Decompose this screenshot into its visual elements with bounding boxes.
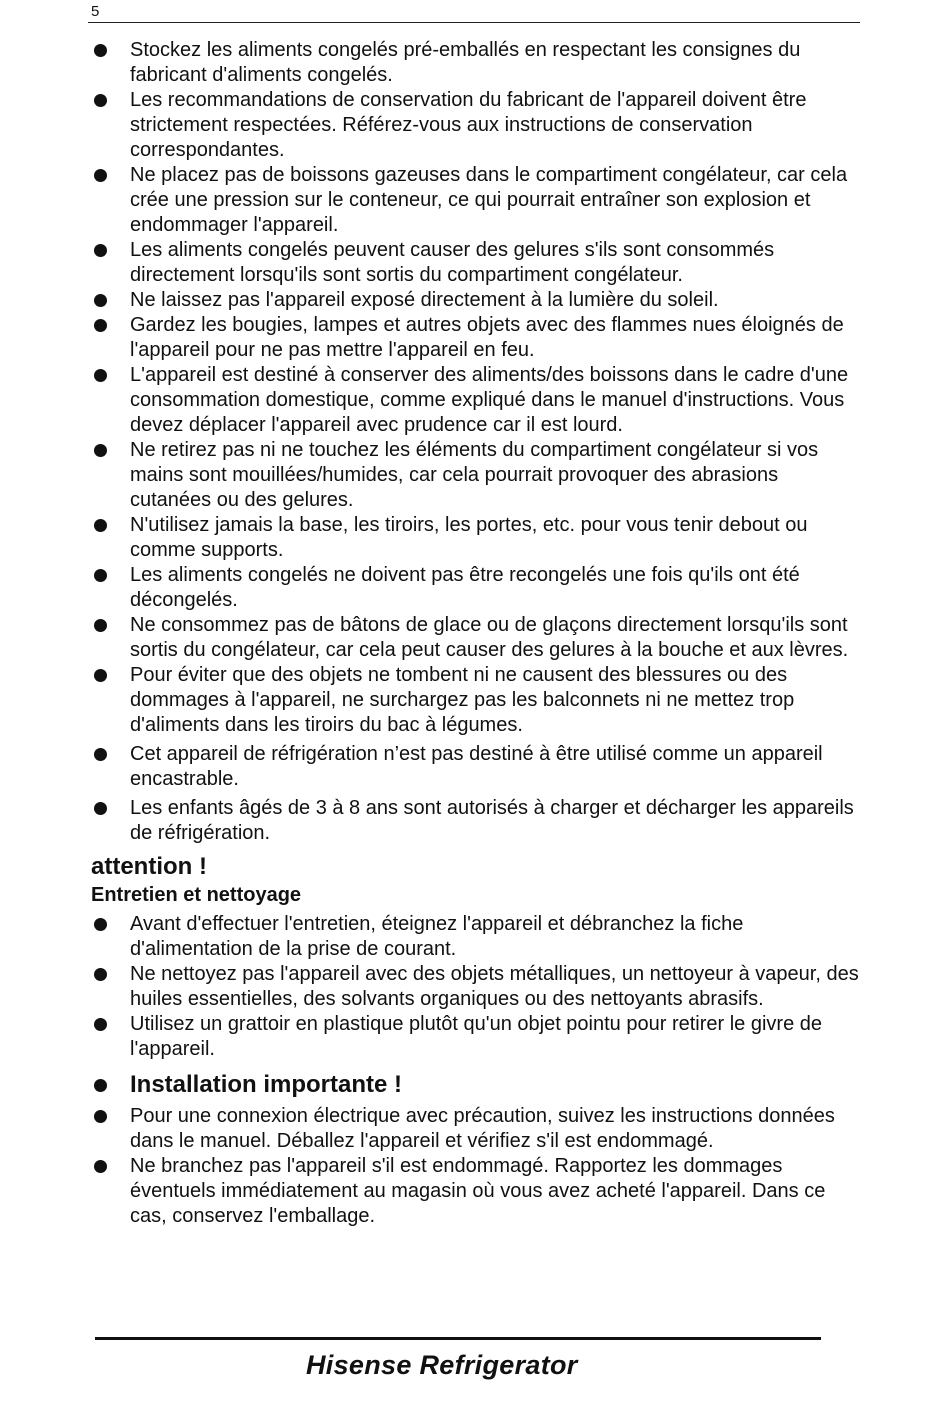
list-item bbox=[91, 912, 863, 962]
bullet-icon bbox=[94, 748, 107, 761]
bullet-icon bbox=[94, 444, 107, 457]
list-item bbox=[91, 1154, 863, 1229]
list-item bbox=[91, 563, 863, 613]
list-item-text: Stockez les aliments congelés pré-emballés en respectant les consignes du fabricant d'aliments congelés. bbox=[130, 39, 801, 86]
list-item bbox=[91, 513, 863, 563]
bullet-icon bbox=[94, 369, 107, 382]
list-item-text: Pour une connexion électrique avec précaution, suivez les instructions données dans le manuel. Déballez l'appareil et vérifiez s'il est endommagé. bbox=[130, 1105, 835, 1152]
maintenance-list bbox=[91, 912, 863, 1229]
bullet-icon bbox=[94, 1018, 107, 1031]
bullet-icon bbox=[94, 94, 107, 107]
page-number: 5 bbox=[91, 3, 100, 20]
list-item bbox=[91, 438, 863, 513]
bullet-icon bbox=[94, 569, 107, 582]
list-item-text: Les aliments congelés ne doivent pas être recongelés une fois qu'ils ont été décongelés. bbox=[130, 564, 800, 611]
list-item bbox=[91, 1104, 863, 1154]
list-item-text: Pour éviter que des objets ne tombent ni ne causent des blessures ou des dommages à l'appareil, ne surchargez pas les balconnets ni ne mettez trop d'aliments dans les tiroirs du bac à légumes. bbox=[130, 664, 795, 736]
bullet-icon bbox=[94, 519, 107, 532]
list-item-text: Utilisez un grattoir en plastique plutôt qu'un objet pointu pour retirer le givre de l'appareil. bbox=[130, 1013, 823, 1060]
list-item-text: Les enfants âgés de 3 à 8 ans sont autorisés à charger et décharger les appareils de réfrigération. bbox=[130, 797, 854, 844]
list-item bbox=[91, 163, 863, 238]
bullet-icon bbox=[94, 44, 107, 57]
list-item-text: Cet appareil de réfrigération n’est pas destiné à être utilisé comme un appareil encastrable. bbox=[130, 743, 823, 790]
list-item bbox=[91, 238, 863, 288]
page-content bbox=[91, 38, 863, 1229]
list-item-text: Ne consommez pas de bâtons de glace ou de glaçons directement lorsqu'ils sont sortis du congélateur, car cela peut causer des gelures à la bouche et aux lèvres. bbox=[130, 614, 849, 661]
installation-heading-text: Installation importante ! bbox=[130, 1071, 403, 1098]
installation-heading bbox=[91, 1070, 863, 1100]
list-item bbox=[91, 288, 863, 313]
list-item bbox=[91, 1012, 863, 1062]
bullet-icon bbox=[94, 802, 107, 815]
list-item-text: Ne nettoyez pas l'appareil avec des objets métalliques, un nettoyeur à vapeur, des huiles essentielles, des solvants organiques ou des nettoyants abrasifs. bbox=[130, 963, 859, 1010]
maintenance-heading: Entretien et nettoyage bbox=[91, 884, 302, 906]
list-item bbox=[91, 613, 863, 663]
list-item-text: Ne branchez pas l'appareil s'il est endommagé. Rapportez les dommages éventuels immédiatement au magasin où vous avez acheté l'appareil. Dans ce cas, conservez l'emballage. bbox=[130, 1155, 826, 1227]
safety-list bbox=[91, 38, 863, 846]
list-item bbox=[91, 742, 863, 792]
attention-heading: attention ! bbox=[91, 853, 207, 880]
bullet-icon bbox=[94, 619, 107, 632]
list-item bbox=[91, 663, 863, 738]
bullet-icon bbox=[94, 1110, 107, 1123]
list-item-text: Avant d'effectuer l'entretien, éteignez l'appareil et débranchez la fiche d'alimentation de la prise de courant. bbox=[130, 913, 744, 960]
bullet-icon bbox=[94, 669, 107, 682]
bullet-icon bbox=[94, 244, 107, 257]
list-item-text: Gardez les bougies, lampes et autres objets avec des flammes nues éloignés de l'appareil pour ne pas mettre l'appareil en feu. bbox=[130, 314, 844, 361]
footer-divider bbox=[95, 1337, 821, 1340]
list-item-text: Ne laissez pas l'appareil exposé directement à la lumière du soleil. bbox=[130, 289, 719, 311]
list-item-text: N'utilisez jamais la base, les tiroirs, les portes, etc. pour vous tenir debout ou comme supports. bbox=[130, 514, 808, 561]
list-item-text: Les recommandations de conservation du fabricant de l'appareil doivent être strictement respectées. Référez-vous aux instructions de conservation correspondantes. bbox=[130, 89, 807, 161]
list-item bbox=[91, 88, 863, 163]
list-item-text: Ne retirez pas ni ne touchez les éléments du compartiment congélateur si vos mains sont mouillées/humides, car cela pourrait provoquer des abrasions cutanées ou des gelures. bbox=[130, 439, 819, 511]
bullet-icon bbox=[94, 1079, 107, 1092]
list-item bbox=[91, 38, 863, 88]
list-item bbox=[91, 962, 863, 1012]
bullet-icon bbox=[94, 294, 107, 307]
list-item bbox=[91, 363, 863, 438]
footer-brand: Hisense Refrigerator bbox=[306, 1350, 578, 1380]
list-item-text: Ne placez pas de boissons gazeuses dans le compartiment congélateur, car cela crée une pression sur le conteneur, ce qui pourrait entraîner son explosion et endommager l'appareil. bbox=[130, 164, 848, 236]
bullet-icon bbox=[94, 918, 107, 931]
bullet-icon bbox=[94, 319, 107, 332]
list-item bbox=[91, 313, 863, 363]
list-item-text: Les aliments congelés peuvent causer des gelures s'ils sont consommés directement lorsqu'ils sont sortis du compartiment congélateur. bbox=[130, 239, 775, 286]
header-divider bbox=[88, 22, 860, 23]
list-item bbox=[91, 796, 863, 846]
list-item-text: L'appareil est destiné à conserver des aliments/des boissons dans le cadre d'une consommation domestique, comme expliqué dans le manuel d'instructions. Vous devez déplacer l'appareil avec prudence car il est lourd. bbox=[130, 364, 849, 436]
bullet-icon bbox=[94, 1160, 107, 1173]
bullet-icon bbox=[94, 169, 107, 182]
bullet-icon bbox=[94, 968, 107, 981]
